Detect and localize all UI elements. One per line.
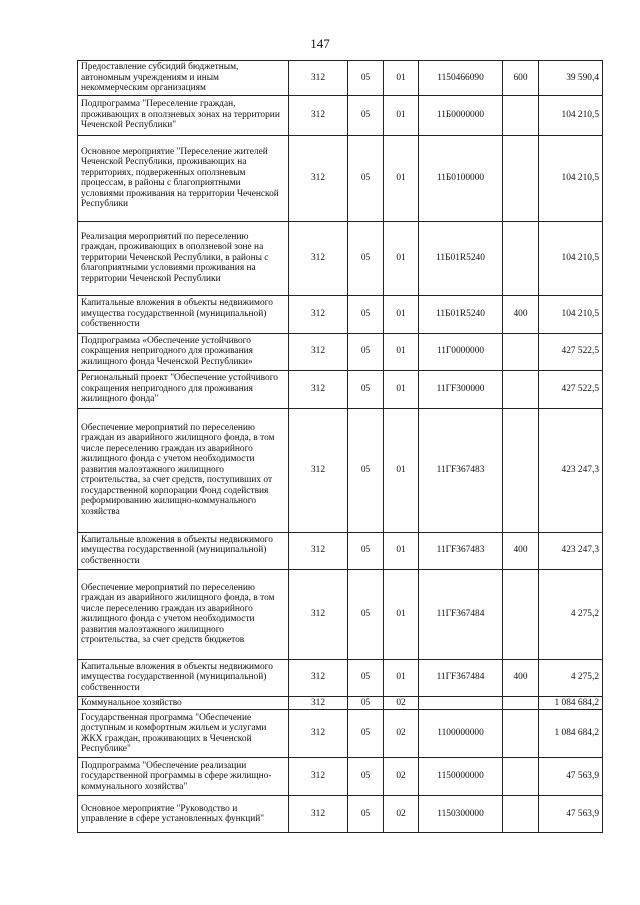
cell-vr: 600 [503,61,539,96]
cell-pr: 01 [384,370,419,408]
cell-pr: 01 [384,61,419,96]
cell-ved: 312 [289,532,348,569]
cell-rz: 05 [348,569,384,659]
cell-csr: 1150000000 [419,758,503,796]
cell-vr [503,569,539,659]
cell-sum: 104 210,5 [539,221,603,295]
cell-sum: 4 275,2 [539,569,603,659]
cell-vr [503,696,539,710]
cell-csr: 11Б01R5240 [419,295,503,333]
cell-ved: 312 [289,95,348,135]
cell-csr: 1100000000 [419,710,503,758]
cell-csr: 11ГF367484 [419,659,503,696]
cell-rz: 05 [348,95,384,135]
cell-pr: 01 [384,569,419,659]
cell-rz: 05 [348,408,384,532]
cell-ved: 312 [289,370,348,408]
table-row [78,796,603,833]
table-row [78,758,603,796]
cell-vr [503,333,539,370]
cell-rz: 05 [348,532,384,569]
cell-name: Подпрограмма "Переселение граждан, проживающих в оползневых зонах на территории Чеченской Республики" [78,95,289,135]
table-row [78,569,603,659]
cell-ved: 312 [289,710,348,758]
cell-csr: 11ГF367483 [419,532,503,569]
cell-sum: 4 275,2 [539,659,603,696]
cell-name: Государственная программа "Обеспечение доступным и комфортным жильем и услугами ЖКХ граждан, проживающих в Чеченской Республике" [78,710,289,758]
cell-ved: 312 [289,659,348,696]
cell-sum: 1 084 684,2 [539,710,603,758]
cell-rz: 05 [348,221,384,295]
cell-vr: 400 [503,295,539,333]
cell-sum: 39 590,4 [539,61,603,96]
cell-csr: 11Б01R5240 [419,221,503,295]
cell-pr: 01 [384,659,419,696]
cell-csr: 11Б0000000 [419,95,503,135]
cell-name: Обеспечение мероприятий по переселению граждан из аварийного жилищного фонда, в том числе переселению граждан из аварийного жилищного фонда с учетом необходимости развития малоэтажного жилищного строительства, за счет средств бюджетов [78,569,289,659]
cell-sum: 427 522,5 [539,370,603,408]
cell-pr: 01 [384,221,419,295]
cell-csr [419,696,503,710]
cell-csr: 1150300000 [419,796,503,833]
table-row [78,532,603,569]
cell-name: Коммунальное хозяйство [78,696,289,710]
cell-name: Основное мероприятие "Переселение жителей Чеченской Республики, проживающих на территориях, подверженных оползневым процессам, в районы с благоприятными условиями проживания на территории Чеченской Республики [78,135,289,221]
cell-csr: 11ГF300000 [419,370,503,408]
cell-csr: 1150466090 [419,61,503,96]
cell-pr: 01 [384,135,419,221]
cell-rz: 05 [348,796,384,833]
cell-rz: 05 [348,295,384,333]
cell-pr: 01 [384,295,419,333]
cell-ved: 312 [289,61,348,96]
cell-rz: 05 [348,370,384,408]
cell-name: Подпрограмма «Обеспечение устойчивого сокращения непригодного для проживания жилищного фонда Чеченской Республики» [78,333,289,370]
table-row [78,659,603,696]
cell-vr [503,710,539,758]
cell-csr: 11ГF367484 [419,569,503,659]
cell-csr: 11Б0100000 [419,135,503,221]
cell-sum: 104 210,5 [539,135,603,221]
cell-rz: 05 [348,333,384,370]
cell-name: Капитальные вложения в объекты недвижимого имущества государственной (муниципальной) собственности [78,295,289,333]
cell-pr: 02 [384,696,419,710]
cell-sum: 423 247,3 [539,532,603,569]
cell-pr: 01 [384,408,419,532]
cell-ved: 312 [289,569,348,659]
table-row [78,370,603,408]
cell-ved: 312 [289,221,348,295]
table-row [78,61,603,96]
cell-pr: 02 [384,758,419,796]
cell-sum: 104 210,5 [539,95,603,135]
cell-vr [503,95,539,135]
cell-name: Реализация мероприятий по переселению граждан, проживающих в оползневой зоне на территории Чеченской Республики, в районы с благоприятными условиями проживания на территории Чеченской Республики [78,221,289,295]
cell-rz: 05 [348,61,384,96]
cell-name: Капитальные вложения в объекты недвижимого имущества государственной (муниципальной) собственности [78,659,289,696]
cell-ved: 312 [289,408,348,532]
cell-sum: 47 563,9 [539,796,603,833]
cell-pr: 01 [384,333,419,370]
cell-pr: 02 [384,796,419,833]
cell-pr: 01 [384,95,419,135]
cell-vr [503,408,539,532]
budget-table [77,60,603,833]
cell-name: Капитальные вложения в объекты недвижимого имущества государственной (муниципальной) собственности [78,532,289,569]
cell-rz: 05 [348,710,384,758]
table-row [78,295,603,333]
table-row [78,696,603,710]
page-number: 147 [310,36,330,51]
cell-ved: 312 [289,333,348,370]
cell-sum: 1 084 684,2 [539,696,603,710]
table-row [78,221,603,295]
cell-ved: 312 [289,758,348,796]
cell-pr: 01 [384,532,419,569]
cell-ved: 312 [289,696,348,710]
cell-sum: 104 210,5 [539,295,603,333]
cell-name: Обеспечение мероприятий по переселению граждан из аварийного жилищного фонда, в том числе переселению граждан из аварийного жилищного фонда с учетом необходимости развития малоэтажного жилищного строительства, за счет средств, поступивших от государственной корпорации Фонд содействия реформированию жилищно-коммунального хозяйства [78,408,289,532]
cell-rz: 05 [348,659,384,696]
cell-name: Подпрограмма "Обеспечение реализации государственной программы в сфере жилищно-коммунального хозяйства" [78,758,289,796]
cell-vr: 400 [503,532,539,569]
cell-rz: 05 [348,135,384,221]
cell-csr: 11Г0000000 [419,333,503,370]
cell-sum: 47 563,9 [539,758,603,796]
cell-vr [503,370,539,408]
table-row [78,95,603,135]
table-row [78,135,603,221]
cell-vr [503,221,539,295]
table-row [78,710,603,758]
cell-rz: 05 [348,758,384,796]
cell-csr: 11ГF367483 [419,408,503,532]
cell-rz: 05 [348,696,384,710]
cell-vr: 400 [503,659,539,696]
cell-vr [503,135,539,221]
cell-ved: 312 [289,295,348,333]
cell-name: Предоставление субсидий бюджетным, автономным учреждениям и иным некоммерческим организациям [78,61,289,96]
table-row [78,408,603,532]
cell-vr [503,758,539,796]
cell-name: Основное мероприятие "Руководство и управление в сфере установленных функций" [78,796,289,833]
table-row [78,333,603,370]
cell-vr [503,796,539,833]
cell-sum: 427 522,5 [539,333,603,370]
cell-pr: 02 [384,710,419,758]
cell-ved: 312 [289,135,348,221]
cell-ved: 312 [289,796,348,833]
cell-name: Региональный проект "Обеспечение устойчивого сокращения непригодного для проживания жилищного фонда" [78,370,289,408]
cell-sum: 423 247,3 [539,408,603,532]
table-body [78,61,603,833]
